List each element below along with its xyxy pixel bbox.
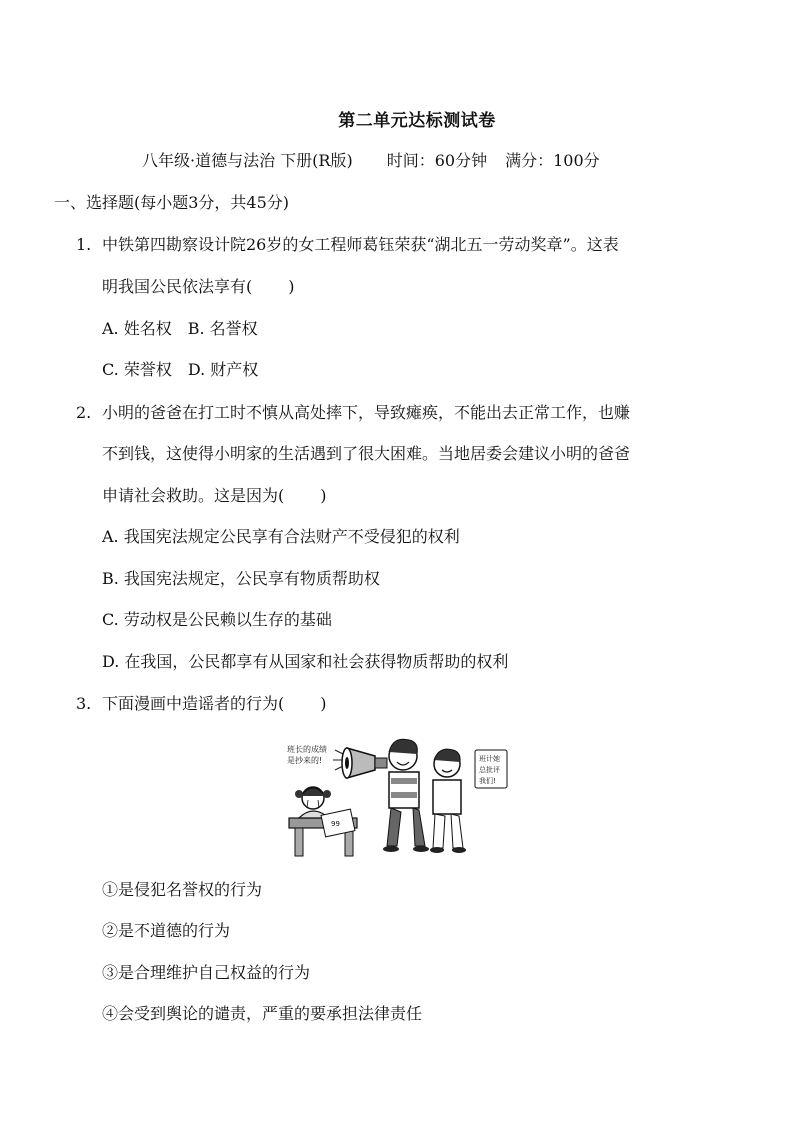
statement-line: ①是侵犯名誉权的行为 bbox=[102, 880, 263, 899]
question-text-line: 不到钱，这使得小明家的生活遇到了很大困难。当地居委会建议小明的爸爸 bbox=[102, 444, 631, 463]
option-line: C. 荣誉权 D. 财产权 bbox=[102, 360, 259, 379]
second-boy-figure bbox=[430, 749, 466, 853]
megaphone-icon bbox=[342, 748, 387, 778]
speech-text-left: 是抄来的! bbox=[287, 756, 323, 765]
speech-text-left: 班长的成绩 bbox=[287, 745, 327, 754]
speech-text-right: 总批评 bbox=[479, 766, 500, 774]
option-line: D. 在我国，公民都享有从国家和社会获得物质帮助的权利 bbox=[102, 652, 509, 671]
question-text-line bbox=[102, 483, 327, 506]
option-line: C. 劳动权是公民赖以生存的基础 bbox=[102, 610, 332, 629]
exam-time: 时间：60分钟 bbox=[386, 151, 488, 170]
question-text: 中铁第四勘察设计院26岁的女工程师葛钰荣获“湖北五一劳动奖章”。这表 bbox=[102, 235, 619, 254]
grade-subject: 八年级·道德与法治 下册(R版) bbox=[142, 151, 353, 170]
answer-paren: ) bbox=[288, 277, 295, 296]
question-number: 1. bbox=[76, 235, 92, 254]
crying-girl-figure bbox=[295, 787, 331, 818]
exam-subtitle bbox=[142, 148, 600, 171]
question-2 bbox=[76, 400, 630, 423]
question-text: 申请社会救助。这是因为( bbox=[102, 486, 285, 505]
question-text: 明我国公民依法享有( bbox=[102, 277, 253, 296]
answer-paren: ) bbox=[320, 694, 327, 713]
statement-line: ③是合理维护自己权益的行为 bbox=[102, 963, 311, 982]
question-text: 小明的爸爸在打工时不慎从高处摔下，导致瘫痪，不能出去正常工作，也赚 bbox=[102, 403, 631, 422]
option-line: B. 我国宪法规定，公民享有物质帮助权 bbox=[102, 569, 380, 588]
speech-text-right: 班计她 bbox=[479, 755, 500, 763]
section-heading: 一、选择题(每小题3分，共45分) bbox=[54, 193, 290, 212]
speech-bubble-right bbox=[475, 750, 507, 788]
page-title: 第二单元达标测试卷 bbox=[338, 111, 496, 131]
question-number: 2. bbox=[76, 403, 92, 422]
paper-score: 99 bbox=[331, 820, 340, 828]
question-text-line bbox=[102, 274, 295, 297]
statement-line: ④会受到舆论的谴责，严重的要承担法律责任 bbox=[102, 1004, 423, 1023]
answer-paren: ) bbox=[320, 486, 327, 505]
rumor-boy-figure bbox=[383, 739, 429, 852]
option-line: A. 姓名权 B. 名誉权 bbox=[102, 319, 258, 338]
option-line: A. 我国宪法规定公民享有合法财产不受侵犯的权利 bbox=[102, 527, 460, 546]
exam-score: 满分：100分 bbox=[505, 151, 600, 170]
speech-text-right: 我们! bbox=[479, 777, 496, 785]
question-number: 3. bbox=[76, 694, 92, 713]
rumor-cartoon-image bbox=[283, 728, 509, 858]
question-3 bbox=[76, 691, 327, 714]
statement-line: ②是不道德的行为 bbox=[102, 921, 231, 940]
question-text: 下面漫画中造谣者的行为( bbox=[102, 694, 285, 713]
question-1 bbox=[76, 232, 619, 255]
